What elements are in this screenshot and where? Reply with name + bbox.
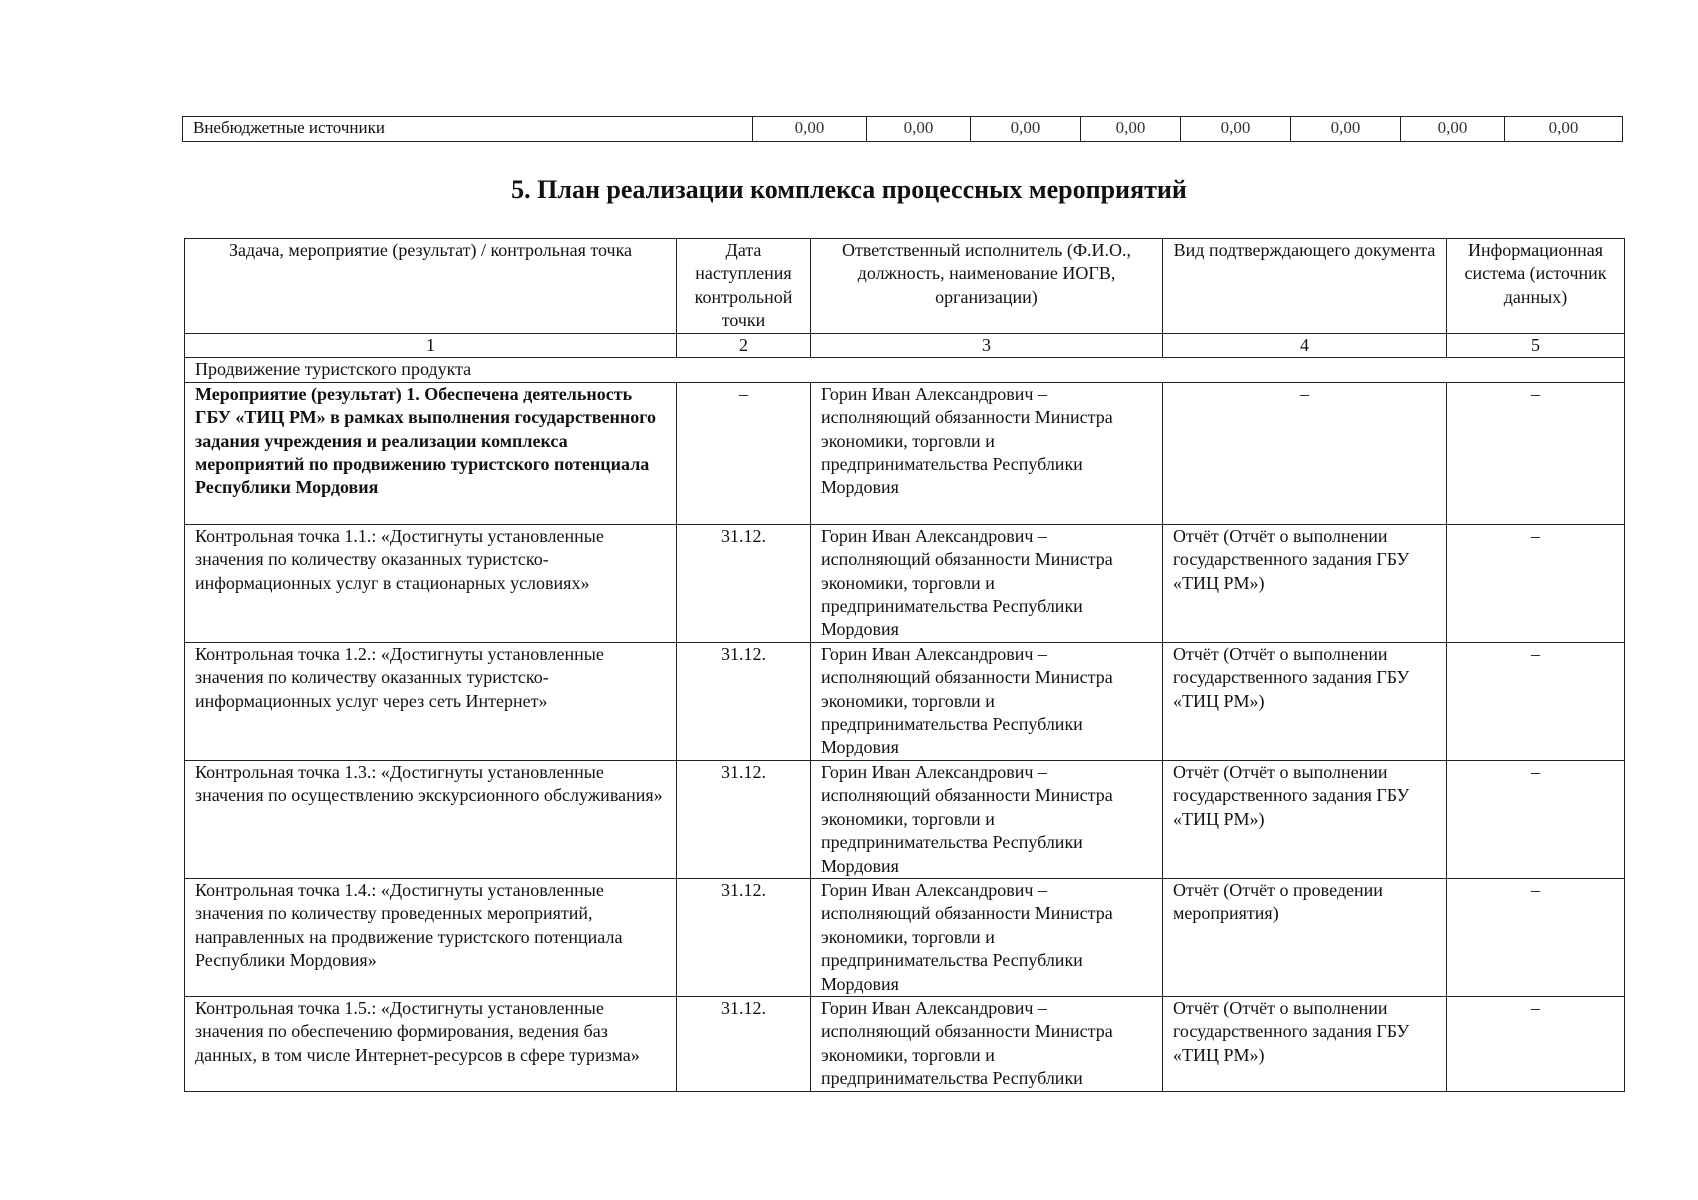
section-title: 5. План реализации комплекса процессных мероприятий bbox=[511, 175, 1187, 204]
header-responsible: Ответственный исполнитель (Ф.И.О., должность, наименование ИОГВ, организации) bbox=[811, 239, 1163, 334]
checkpoint-system: – bbox=[1447, 878, 1625, 996]
checkpoint-row bbox=[185, 642, 1625, 760]
funding-value: 0,00 bbox=[1291, 117, 1401, 142]
checkpoint-responsible: Горин Иван Александрович – исполняющий обязанности Министра экономики, торговли и предпринимательства Республики Мордовия bbox=[811, 642, 1163, 760]
activity-row bbox=[185, 382, 1625, 524]
column-number: 1 bbox=[185, 334, 677, 358]
header-system: Информационная система (источник данных) bbox=[1447, 239, 1625, 334]
checkpoint-document: Отчёт (Отчёт о выполнении государственного задания ГБУ «ТИЦ РМ») bbox=[1163, 760, 1447, 878]
checkpoint-system: – bbox=[1447, 760, 1625, 878]
checkpoint-system: – bbox=[1447, 996, 1625, 1091]
checkpoint-task: Контрольная точка 1.4.: «Достигнуты установленные значения по количеству проведенных мероприятий, направленных на продвижение туристского потенциала Республики Мордовия» bbox=[185, 878, 677, 996]
checkpoint-row bbox=[185, 878, 1625, 996]
checkpoint-document: Отчёт (Отчёт о проведении мероприятия) bbox=[1163, 878, 1447, 996]
checkpoint-system: – bbox=[1447, 642, 1625, 760]
funding-value: 0,00 bbox=[1505, 117, 1623, 142]
header-task: Задача, мероприятие (результат) / контрольная точка bbox=[185, 239, 677, 334]
column-numbers-row bbox=[185, 334, 1625, 358]
funding-row bbox=[183, 117, 1623, 142]
checkpoint-system: – bbox=[1447, 524, 1625, 642]
checkpoint-task: Контрольная точка 1.3.: «Достигнуты установленные значения по осуществлению экскурсионного обслуживания» bbox=[185, 760, 677, 878]
checkpoint-document: Отчёт (Отчёт о выполнении государственного задания ГБУ «ТИЦ РМ») bbox=[1163, 642, 1447, 760]
checkpoint-responsible: Горин Иван Александрович – исполняющий обязанности Министра экономики, торговли и предпринимательства Республики Мордовия bbox=[811, 878, 1163, 996]
funding-value: 0,00 bbox=[867, 117, 971, 142]
checkpoint-row bbox=[185, 996, 1625, 1091]
column-number: 3 bbox=[811, 334, 1163, 358]
checkpoint-responsible: Горин Иван Александрович – исполняющий обязанности Министра экономики, торговли и предпринимательства Республики bbox=[821, 997, 1113, 1089]
checkpoint-row bbox=[185, 524, 1625, 642]
checkpoint-task: Контрольная точка 1.2.: «Достигнуты установленные значения по количеству оказанных туристско-информационных услуг через сеть Интернет» bbox=[185, 642, 677, 760]
checkpoint-document: Отчёт (Отчёт о выполнении государственного задания ГБУ «ТИЦ РМ») bbox=[1163, 996, 1447, 1091]
checkpoint-date: 31.12. bbox=[677, 760, 811, 878]
checkpoint-date: 31.12. bbox=[677, 642, 811, 760]
activity-document: – bbox=[1163, 382, 1447, 524]
checkpoint-date: 31.12. bbox=[677, 524, 811, 642]
header-row bbox=[185, 239, 1625, 334]
section-row bbox=[185, 358, 1625, 382]
column-number: 5 bbox=[1447, 334, 1625, 358]
checkpoint-row bbox=[185, 760, 1625, 878]
checkpoint-responsible: Горин Иван Александрович – исполняющий обязанности Министра экономики, торговли и предпринимательства Республики Мордовия bbox=[811, 760, 1163, 878]
header-date: Дата наступления контрольной точки bbox=[677, 239, 811, 334]
funding-value: 0,00 bbox=[753, 117, 867, 142]
checkpoint-date: 31.12. bbox=[677, 996, 811, 1091]
activity-task: Мероприятие (результат) 1. Обеспечена деятельность ГБУ «ТИЦ РМ» в рамках выполнения государственного задания учреждения и реализации комплекса мероприятий по продвижению туристского потенциала Республики Мордовия bbox=[185, 382, 677, 524]
checkpoint-responsible-cell bbox=[811, 996, 1163, 1091]
activity-responsible: Горин Иван Александрович – исполняющий обязанности Министра экономики, торговли и предпринимательства Республики Мордовия bbox=[811, 382, 1163, 524]
funding-value: 0,00 bbox=[1081, 117, 1181, 142]
activity-date: – bbox=[677, 382, 811, 524]
column-number: 2 bbox=[677, 334, 811, 358]
activity-system: – bbox=[1447, 382, 1625, 524]
checkpoint-task: Контрольная точка 1.5.: «Достигнуты установленные значения по обеспечению формирования, ведения баз данных, в том числе Интернет-ресурсов в сфере туризма» bbox=[185, 996, 677, 1091]
checkpoint-document: Отчёт (Отчёт о выполнении государственного задания ГБУ «ТИЦ РМ») bbox=[1163, 524, 1447, 642]
column-number: 4 bbox=[1163, 334, 1447, 358]
section-label: Продвижение туристского продукта bbox=[185, 358, 1625, 382]
funding-value: 0,00 bbox=[1401, 117, 1505, 142]
plan-table bbox=[184, 238, 1625, 1092]
checkpoint-responsible: Горин Иван Александрович – исполняющий обязанности Министра экономики, торговли и предпринимательства Республики Мордовия bbox=[811, 524, 1163, 642]
header-document: Вид подтверждающего документа bbox=[1163, 239, 1447, 334]
checkpoint-task: Контрольная точка 1.1.: «Достигнуты установленные значения по количеству оказанных туристско-информационных услуг в стационарных условиях» bbox=[185, 524, 677, 642]
funding-value: 0,00 bbox=[1181, 117, 1291, 142]
funding-table bbox=[182, 116, 1623, 142]
funding-source-label: Внебюджетные источники bbox=[183, 117, 753, 142]
funding-value: 0,00 bbox=[971, 117, 1081, 142]
checkpoint-date: 31.12. bbox=[677, 878, 811, 996]
